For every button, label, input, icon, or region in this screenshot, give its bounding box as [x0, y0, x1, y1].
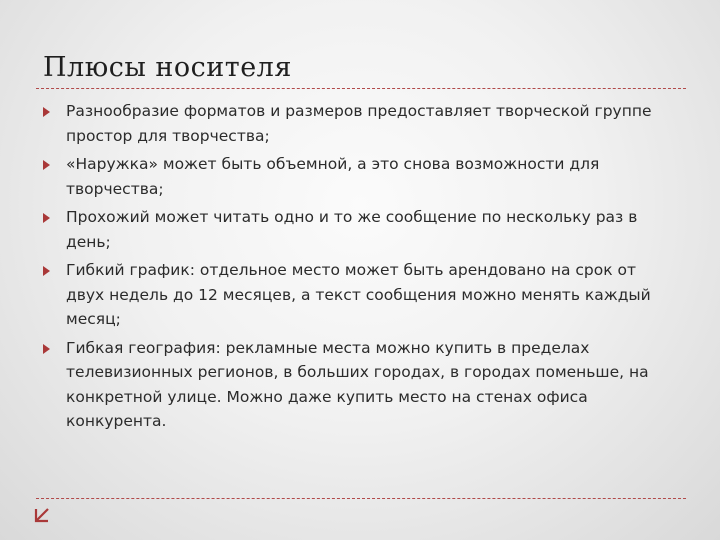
triangle-bullet-icon — [43, 266, 50, 276]
list-item — [40, 258, 676, 332]
triangle-bullet-icon — [43, 344, 50, 354]
bullet-text: Гибкая география: рекламные места можно купить в пределах телевизионных регионов, в больших городах, в городах поменьше, на конкретной улице. Можно даже купить место на стенах офиса конкурента. — [66, 338, 649, 430]
list-item — [40, 336, 676, 434]
title-divider — [36, 88, 686, 89]
bullet-text: «Наружка» может быть объемной, а это снова возможности для творчества; — [66, 155, 600, 198]
bullet-list — [40, 99, 676, 438]
triangle-bullet-icon — [43, 160, 50, 170]
slide-title: Плюсы носителя — [43, 52, 292, 83]
triangle-bullet-icon — [43, 213, 50, 223]
footer-divider — [36, 498, 686, 499]
slide-marker-icon — [34, 507, 50, 523]
bullet-text: Прохожий может читать одно и то же сообщение по нескольку раз в день; — [66, 208, 638, 251]
list-item — [40, 99, 676, 148]
triangle-bullet-icon — [43, 107, 50, 117]
bullet-text: Разнообразие форматов и размеров предоставляет творческой группе простор для творчества; — [66, 102, 652, 145]
list-item — [40, 152, 676, 201]
list-item — [40, 205, 676, 254]
bullet-text: Гибкий график: отдельное место может быть арендовано на срок от двух недель до 12 месяцев, а текст сообщения можно менять каждый месяц; — [66, 261, 651, 328]
